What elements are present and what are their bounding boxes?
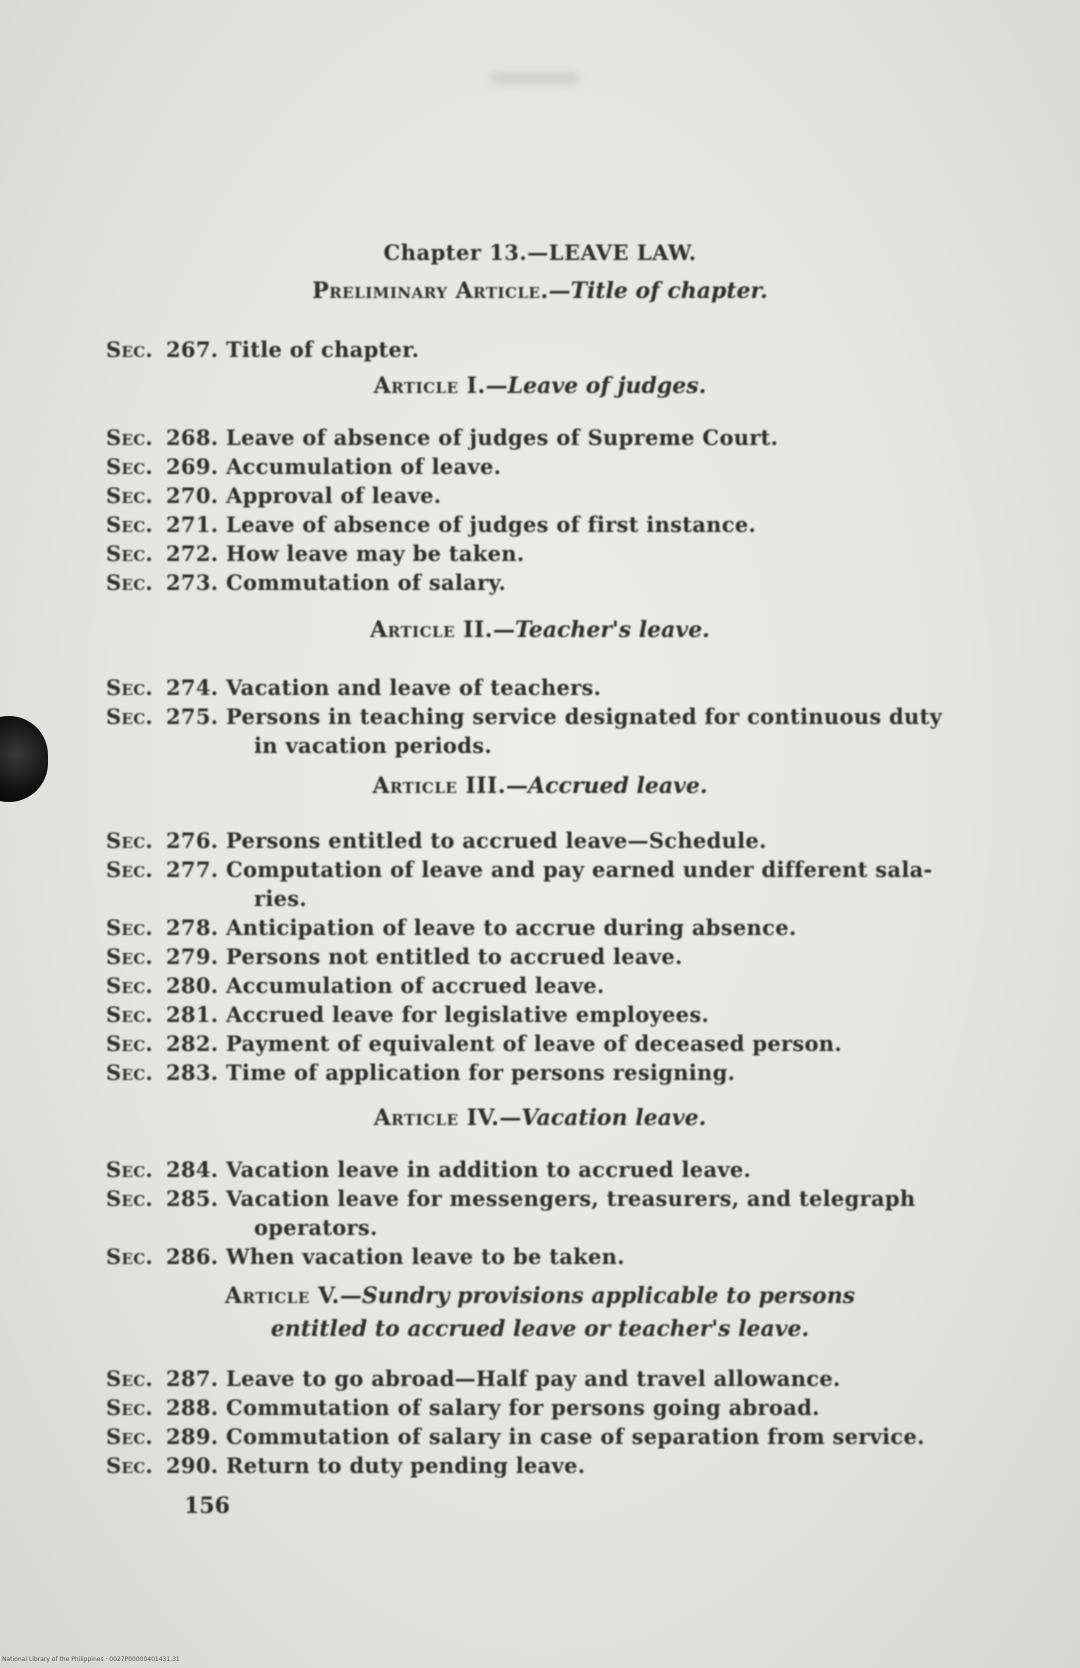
sec-title: Approval of leave.	[226, 483, 442, 508]
list-item	[106, 855, 966, 913]
sec-label: Sec.	[106, 454, 154, 479]
sec-title: Vacation and leave of teachers.	[226, 675, 602, 700]
article-heading-line2: entitled to accrued leave or teacher's leave.	[270, 1316, 810, 1342]
sec-title: Leave to go abroad—Half pay and travel allowance.	[226, 1366, 841, 1391]
list-item	[106, 942, 966, 971]
article-heading-prefix: Article IV.	[373, 1105, 500, 1131]
sec-label: Sec.	[106, 915, 154, 940]
sec-title-line1: Persons in teaching service designated for continuous duty	[226, 704, 943, 729]
sec-number: 274.	[166, 675, 219, 700]
sec-number: 272.	[166, 541, 219, 566]
sec-label: Sec.	[106, 944, 154, 969]
article-heading-title: —Vacation leave.	[499, 1105, 707, 1131]
chapter-title: Chapter 13.—LEAVE LAW.	[383, 240, 697, 265]
sec-label: Sec.	[106, 704, 154, 729]
sec-title: Accumulation of leave.	[226, 454, 502, 479]
list-item	[106, 1364, 966, 1393]
sec-number: 268.	[166, 425, 219, 450]
list-item	[106, 1184, 966, 1242]
section-list-preliminary	[106, 335, 966, 364]
sec-title: Persons entitled to accrued leave—Schedule.	[226, 828, 767, 853]
sec-title: Commutation of salary.	[226, 570, 507, 595]
sec-label: Sec.	[106, 1424, 154, 1449]
sec-title: Payment of equivalent of leave of deceased person.	[226, 1031, 842, 1056]
article-heading-prefix: Article V.	[224, 1283, 340, 1309]
sec-title	[226, 702, 966, 760]
list-item	[106, 1155, 966, 1184]
section-list-article-3	[106, 826, 966, 1087]
sec-title-continuation: operators.	[254, 1215, 378, 1240]
sec-label: Sec.	[106, 1244, 154, 1269]
sec-label: Sec.	[106, 1395, 154, 1420]
sec-number: 276.	[166, 828, 219, 853]
article-heading-2	[0, 617, 1080, 643]
sec-number: 286.	[166, 1244, 219, 1269]
sec-title: When vacation leave to be taken.	[226, 1244, 625, 1269]
sec-number: 275.	[166, 704, 219, 729]
sec-title: Time of application for persons resigning.	[226, 1060, 736, 1085]
article-heading-title: —Sundry provisions applicable to persons	[339, 1283, 856, 1309]
sec-number: 284.	[166, 1157, 219, 1182]
list-item	[106, 1242, 966, 1271]
article-heading-5	[0, 1280, 1080, 1346]
sec-number: 285.	[166, 1186, 219, 1211]
list-item	[106, 1451, 966, 1480]
sec-number: 270.	[166, 483, 219, 508]
list-item	[106, 481, 966, 510]
sec-title: Leave of absence of judges of first instance.	[226, 512, 757, 537]
sec-number: 290.	[166, 1453, 219, 1478]
sec-label: Sec.	[106, 483, 154, 508]
list-item	[106, 423, 966, 452]
list-item	[106, 1393, 966, 1422]
article-heading-title: —Title of chapter.	[548, 278, 768, 304]
list-item	[106, 568, 966, 597]
sec-number: 279.	[166, 944, 219, 969]
article-heading-1	[0, 373, 1080, 399]
sec-number: 282.	[166, 1031, 219, 1056]
sec-label: Sec.	[106, 857, 154, 882]
article-heading-3	[0, 773, 1080, 799]
list-item	[106, 1029, 966, 1058]
smudge-mark	[490, 72, 580, 84]
sec-label: Sec.	[106, 1157, 154, 1182]
list-item	[106, 971, 966, 1000]
article-heading-title: —Accrued leave.	[506, 773, 708, 799]
sec-number: 287.	[166, 1366, 219, 1391]
sec-title	[226, 855, 966, 913]
article-heading-line1	[0, 1280, 1080, 1313]
sec-title: Vacation leave in addition to accrued leave.	[226, 1157, 752, 1182]
sec-number: 271.	[166, 512, 219, 537]
sec-number: 267.	[166, 337, 219, 362]
list-item	[106, 1058, 966, 1087]
sec-label: Sec.	[106, 1060, 154, 1085]
sec-label: Sec.	[106, 541, 154, 566]
sec-label: Sec.	[106, 1031, 154, 1056]
sec-title: Return to duty pending leave.	[226, 1453, 586, 1478]
sec-label: Sec.	[106, 512, 154, 537]
article-heading-title: —Teacher's leave.	[492, 617, 710, 643]
sec-title: How leave may be taken.	[226, 541, 525, 566]
list-item	[106, 1000, 966, 1029]
sec-title: Leave of absence of judges of Supreme Court.	[226, 425, 779, 450]
sec-label: Sec.	[106, 570, 154, 595]
article-heading-prefix: Article III.	[372, 773, 506, 799]
page-number: 156	[184, 1493, 230, 1519]
sec-number: 281.	[166, 1002, 219, 1027]
sec-title: Commutation of salary for persons going abroad.	[226, 1395, 820, 1420]
sec-title: Accumulation of accrued leave.	[226, 973, 605, 998]
sec-title-line1: Vacation leave for messengers, treasurers, and telegraph	[226, 1186, 916, 1211]
section-list-article-2	[106, 673, 966, 760]
list-item	[106, 1422, 966, 1451]
sec-title: Persons not entitled to accrued leave.	[226, 944, 683, 969]
list-item	[106, 913, 966, 942]
article-heading-prefix: Article I.	[373, 373, 486, 399]
sec-title: Accrued leave for legislative employees.	[226, 1002, 710, 1027]
sec-title-continuation: ries.	[254, 886, 308, 911]
list-item	[106, 539, 966, 568]
sec-number: 269.	[166, 454, 219, 479]
article-heading-preliminary	[0, 278, 1080, 304]
section-list-article-1	[106, 423, 966, 597]
article-heading-title: —Leave of judges.	[485, 373, 707, 399]
sec-label: Sec.	[106, 1186, 154, 1211]
sec-title-line1: Computation of leave and pay earned under different sala-	[226, 857, 933, 882]
sec-number: 280.	[166, 973, 219, 998]
sec-number: 289.	[166, 1424, 219, 1449]
article-heading-prefix: Preliminary Article.	[312, 278, 549, 304]
sec-number: 288.	[166, 1395, 219, 1420]
article-heading-4	[0, 1105, 1080, 1131]
sec-label: Sec.	[106, 337, 154, 362]
section-list-article-5	[106, 1364, 966, 1480]
sec-number: 277.	[166, 857, 219, 882]
sec-number: 273.	[166, 570, 219, 595]
sec-label: Sec.	[106, 1002, 154, 1027]
sec-title: Title of chapter.	[226, 337, 420, 362]
list-item	[106, 510, 966, 539]
sec-number: 283.	[166, 1060, 219, 1085]
sec-title: Commutation of salary in case of separation from service.	[226, 1424, 925, 1449]
sec-label: Sec.	[106, 675, 154, 700]
list-item	[106, 335, 966, 364]
sec-title	[226, 1184, 966, 1242]
sec-label: Sec.	[106, 1366, 154, 1391]
list-item	[106, 826, 966, 855]
sec-label: Sec.	[106, 973, 154, 998]
footer-credit: National Library of the Philippines · 0027P00000401431.31	[2, 1656, 180, 1663]
article-heading-prefix: Article II.	[370, 617, 493, 643]
sec-title-continuation: in vacation periods.	[254, 733, 492, 758]
list-item	[106, 452, 966, 481]
list-item	[106, 673, 966, 702]
list-item	[106, 702, 966, 760]
sec-label: Sec.	[106, 425, 154, 450]
sec-label: Sec.	[106, 1453, 154, 1478]
sec-title: Anticipation of leave to accrue during absence.	[226, 915, 797, 940]
section-list-article-4	[106, 1155, 966, 1271]
sec-number: 278.	[166, 915, 219, 940]
sec-label: Sec.	[106, 828, 154, 853]
